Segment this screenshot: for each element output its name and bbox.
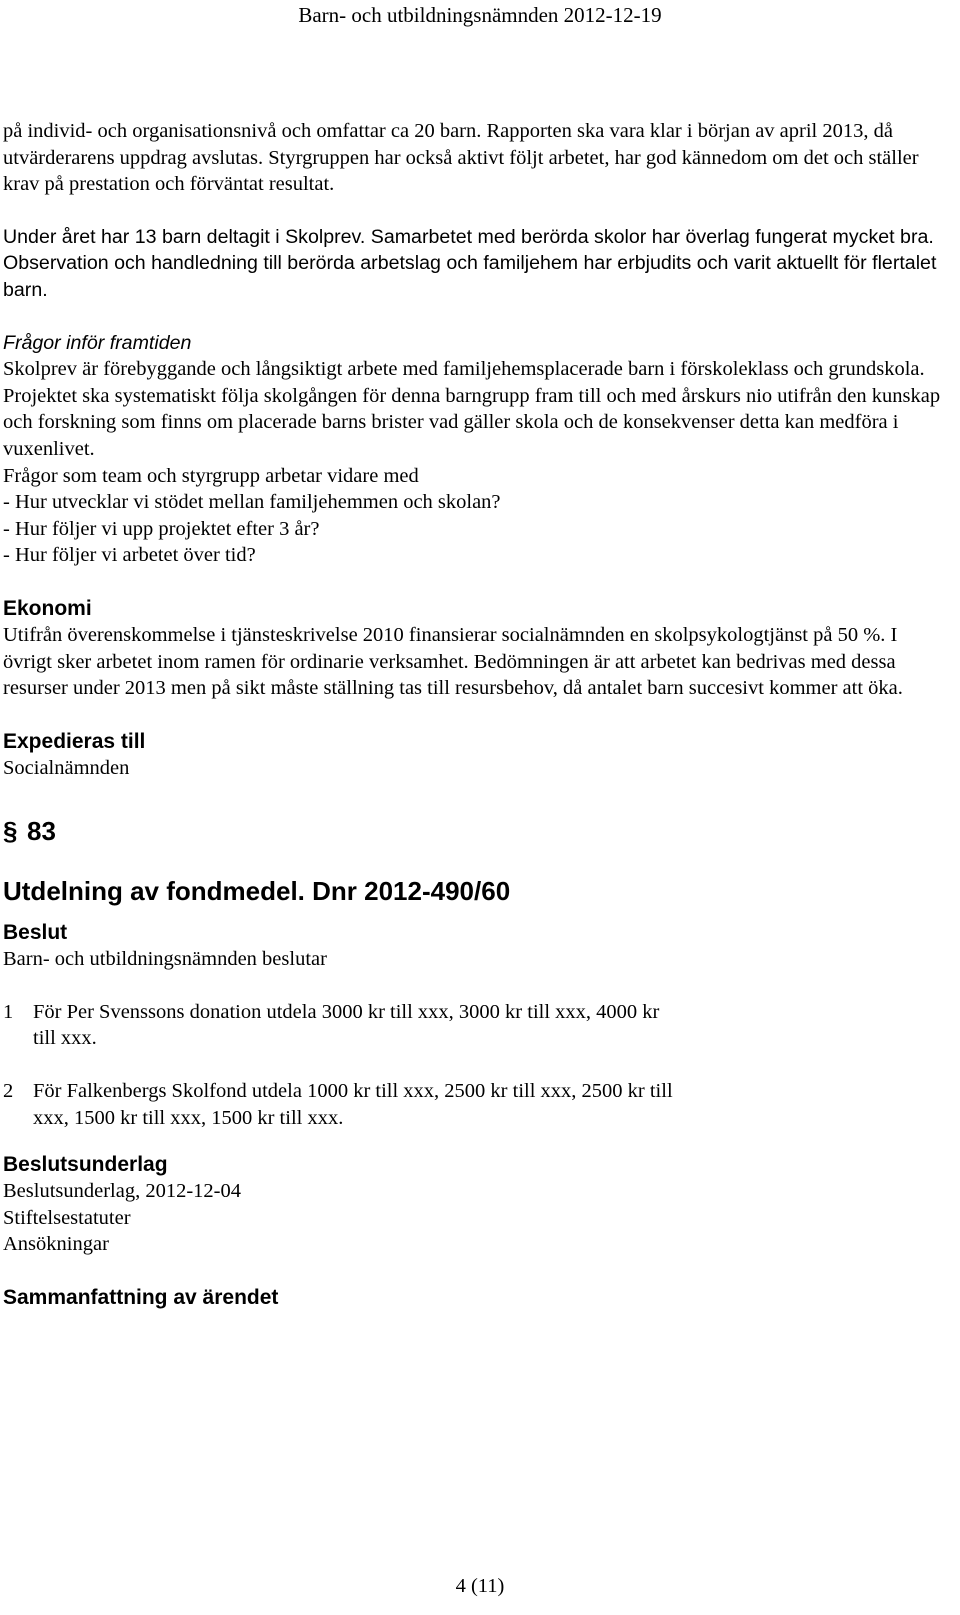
decision-item-text: För Per Svenssons donation utdela 3000 kr till xxx, 3000 kr till xxx, 4000 kr till xxx. <box>33 1000 660 1050</box>
decision-heading: Beslut <box>3 921 68 945</box>
decision-item-number: 1 <box>3 1000 14 1023</box>
section-number-value: 83 <box>27 816 56 847</box>
decision-intro: Barn- och utbildningsnämnden beslutar <box>3 948 327 971</box>
basis-list <box>3 1178 948 1258</box>
economy-heading: Ekonomi <box>3 596 92 620</box>
economy-body: Utifrån överenskommelse i tjänsteskrivelse 2010 finansierar socialnämnden en skolpsykologtjänst på 50 %. I övrigt sker arbetet inom ramen för ordinarie verksamhet. Bedömningen är att arbetet kan bedrivas med dessa resurser under 2013 men på sikt måste ställning tas till resursbehov, då antalet barn succesivt kommer att öka. <box>3 623 903 700</box>
basis-heading: Beslutsunderlag <box>3 1153 168 1177</box>
list-item: - Hur följer vi arbetet över tid? <box>3 544 256 567</box>
section-number <box>3 815 948 847</box>
decision-item-number: 2 <box>3 1080 14 1103</box>
summary-heading: Sammanfattning av ärendet <box>3 1286 279 1310</box>
list-item: Ansökningar <box>3 1233 109 1256</box>
expedition-heading: Expedieras till <box>3 729 146 753</box>
future-questions-list <box>3 489 948 569</box>
decision-item <box>3 1078 948 1131</box>
future-heading: Frågor inför framtiden <box>3 331 192 354</box>
intro-paragraph-2: Under året har 13 barn deltagit i Skolprev. Samarbetet med berörda skolor har överlag fungerat mycket bra. Observation och handledning till berörda arbetslag och familjehem har erbjudits och varit aktuellt för flertalet barn. <box>3 225 937 301</box>
list-item: Beslutsunderlag, 2012-12-04 <box>3 1180 241 1203</box>
document-body <box>3 118 948 1311</box>
decision-list <box>3 999 948 1131</box>
list-item: - Hur utvecklar vi stödet mellan familjehemmen och skolan? <box>3 491 501 514</box>
future-questions-intro: Frågor som team och styrgrupp arbetar vidare med <box>3 464 419 487</box>
page-number: 4 (11) <box>455 1575 505 1597</box>
list-item: Stiftelsestatuter <box>3 1206 131 1229</box>
future-body: Skolprev är förebyggande och långsiktigt arbete med familjehemsplacerade barn i förskoleklass och grundskola. Projektet ska systematiskt följa skolgången för denna barngrupp fram till och med årskurs nio utifrån den kunskap och forskning som finns om placerade barns brister vad gäller skola och de konsekvenser detta kan medföra i vuxenlivet. <box>3 358 941 460</box>
intro-paragraph-1: på individ- och organisationsnivå och omfattar ca 20 barn. Rapporten ska vara klar i början av april 2013, då utvärderarens uppdrag avslutas. Styrgruppen har också aktivt följt arbetet, har god kännedom om det och ställer krav på prestation och förväntat resultat. <box>3 120 919 196</box>
decision-item-text: För Falkenbergs Skolfond utdela 1000 kr till xxx, 2500 kr till xxx, 2500 kr till xxx, 1500 kr till xxx, 1500 kr till xxx. <box>33 1080 673 1129</box>
list-item: - Hur följer vi upp projektet efter 3 år? <box>3 517 320 540</box>
paragraph-sign: § <box>3 816 18 847</box>
section-title: Utdelning av fondmedel. Dnr 2012-490/60 <box>3 876 511 907</box>
page-header: Barn- och utbildningsnämnden 2012-12-19 <box>298 3 662 27</box>
decision-item <box>3 999 948 1052</box>
expedition-recipient: Socialnämnden <box>3 756 130 779</box>
